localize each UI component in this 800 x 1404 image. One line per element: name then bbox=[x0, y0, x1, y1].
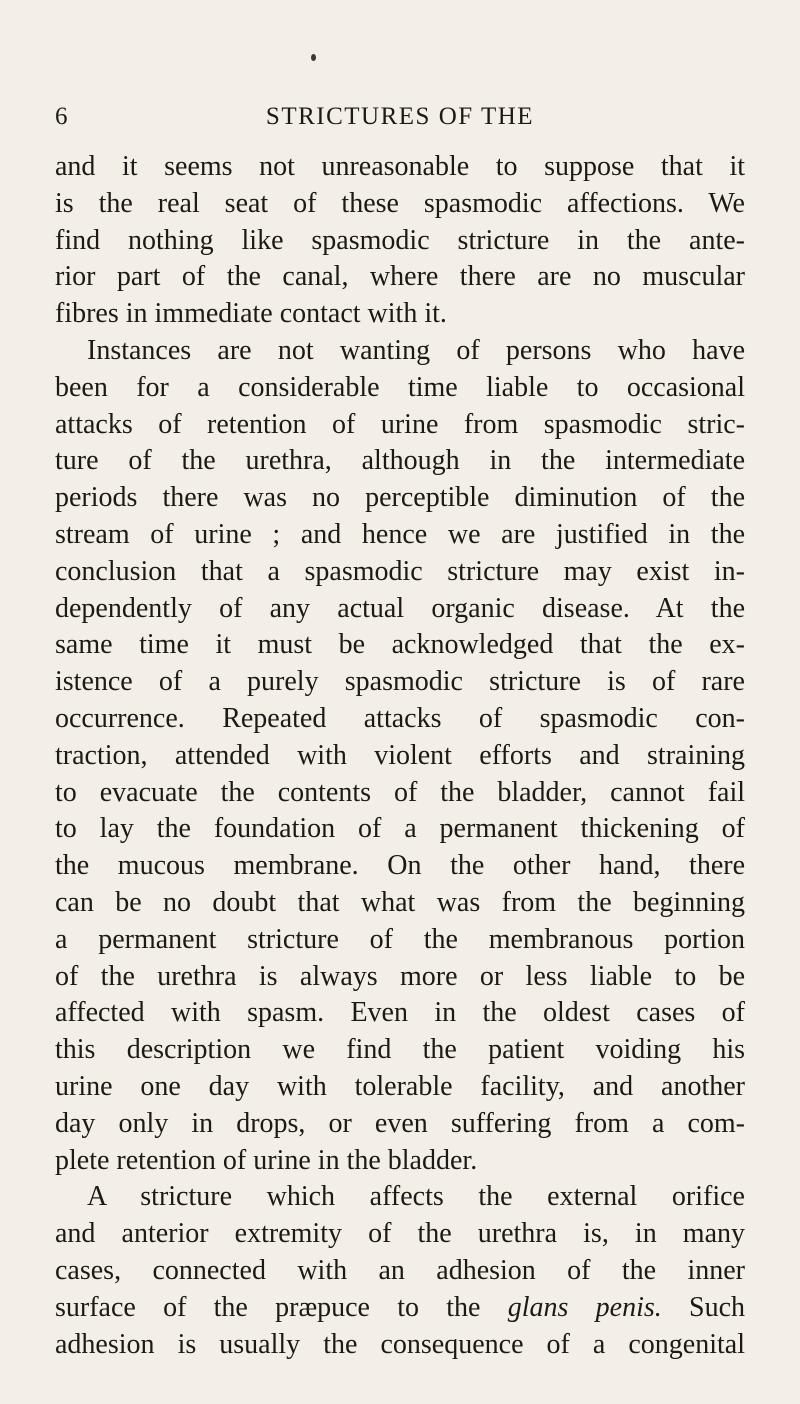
text-line: Instances are not wanting of persons who have bbox=[87, 334, 745, 366]
text-line: this description we find the patient voiding his bbox=[55, 1034, 745, 1066]
text-line: stream of urine ; and hence we are justified in the bbox=[55, 518, 745, 550]
italic-term: glans penis. bbox=[507, 1291, 662, 1323]
text-line: attacks of retention of urine from spasmodic stric- bbox=[55, 408, 745, 440]
text-line: plete retention of urine in the bladder. bbox=[55, 1144, 478, 1176]
text-line: can be no doubt that what was from the beginning bbox=[55, 886, 745, 918]
text-line: istence of a purely spasmodic stricture is of rare bbox=[55, 666, 745, 698]
text-line: and anterior extremity of the urethra is, in many bbox=[55, 1218, 745, 1250]
line-segment: surface of the præpuce to the bbox=[55, 1291, 508, 1323]
text-line: same time it must be acknowledged that the ex- bbox=[55, 629, 745, 661]
text-line: of the urethra is always more or less liable to be bbox=[55, 960, 745, 992]
text-line: to lay the foundation of a permanent thickening of bbox=[55, 813, 745, 845]
text-line: been for a considerable time liable to occasional bbox=[55, 371, 745, 403]
text-line: adhesion is usually the consequence of a congenital bbox=[55, 1328, 745, 1360]
running-title: STRICTURES OF THE bbox=[265, 103, 535, 130]
text-line: traction, attended with violent efforts and straining bbox=[55, 739, 745, 771]
text-line: day only in drops, or even suffering from a com- bbox=[55, 1107, 745, 1139]
text-line: periods there was no perceptible diminution of the bbox=[55, 482, 745, 514]
text-line: a permanent stricture of the membranous portion bbox=[55, 923, 745, 955]
text-line-with-italic bbox=[55, 1290, 745, 1327]
text-line: the mucous membrane. On the other hand, there bbox=[55, 850, 745, 882]
text-line: find nothing like spasmodic stricture in the ante- bbox=[55, 224, 745, 256]
text-line: urine one day with tolerable facility, and another bbox=[55, 1070, 745, 1102]
text-line: rior part of the canal, where there are no muscular bbox=[55, 261, 745, 293]
text-line: ture of the urethra, although in the intermediate bbox=[55, 445, 745, 477]
text-line: affected with spasm. Even in the oldest cases of bbox=[55, 997, 745, 1029]
line-segment: Such bbox=[661, 1291, 746, 1323]
text-line: and it seems not unreasonable to suppose that it bbox=[55, 151, 745, 182]
text-line: occurrence. Repeated attacks of spasmodic con- bbox=[55, 702, 745, 734]
page-number: 6 bbox=[55, 103, 68, 130]
running-header bbox=[55, 100, 745, 134]
text-line: conclusion that a spasmodic stricture may exist in- bbox=[55, 555, 745, 587]
text-line: to evacuate the contents of the bladder, cannot fail bbox=[55, 776, 745, 808]
text-line: dependently of any actual organic disease. At the bbox=[55, 592, 745, 624]
text-line: cases, connected with an adhesion of the inner bbox=[55, 1254, 745, 1286]
text-line: is the real seat of these spasmodic affections. We bbox=[55, 187, 745, 219]
text-line: fibres in immediate contact with it. bbox=[55, 298, 447, 330]
body-text bbox=[55, 149, 745, 1363]
ink-speck bbox=[311, 54, 316, 61]
text-line: A stricture which affects the external orifice bbox=[87, 1181, 745, 1213]
